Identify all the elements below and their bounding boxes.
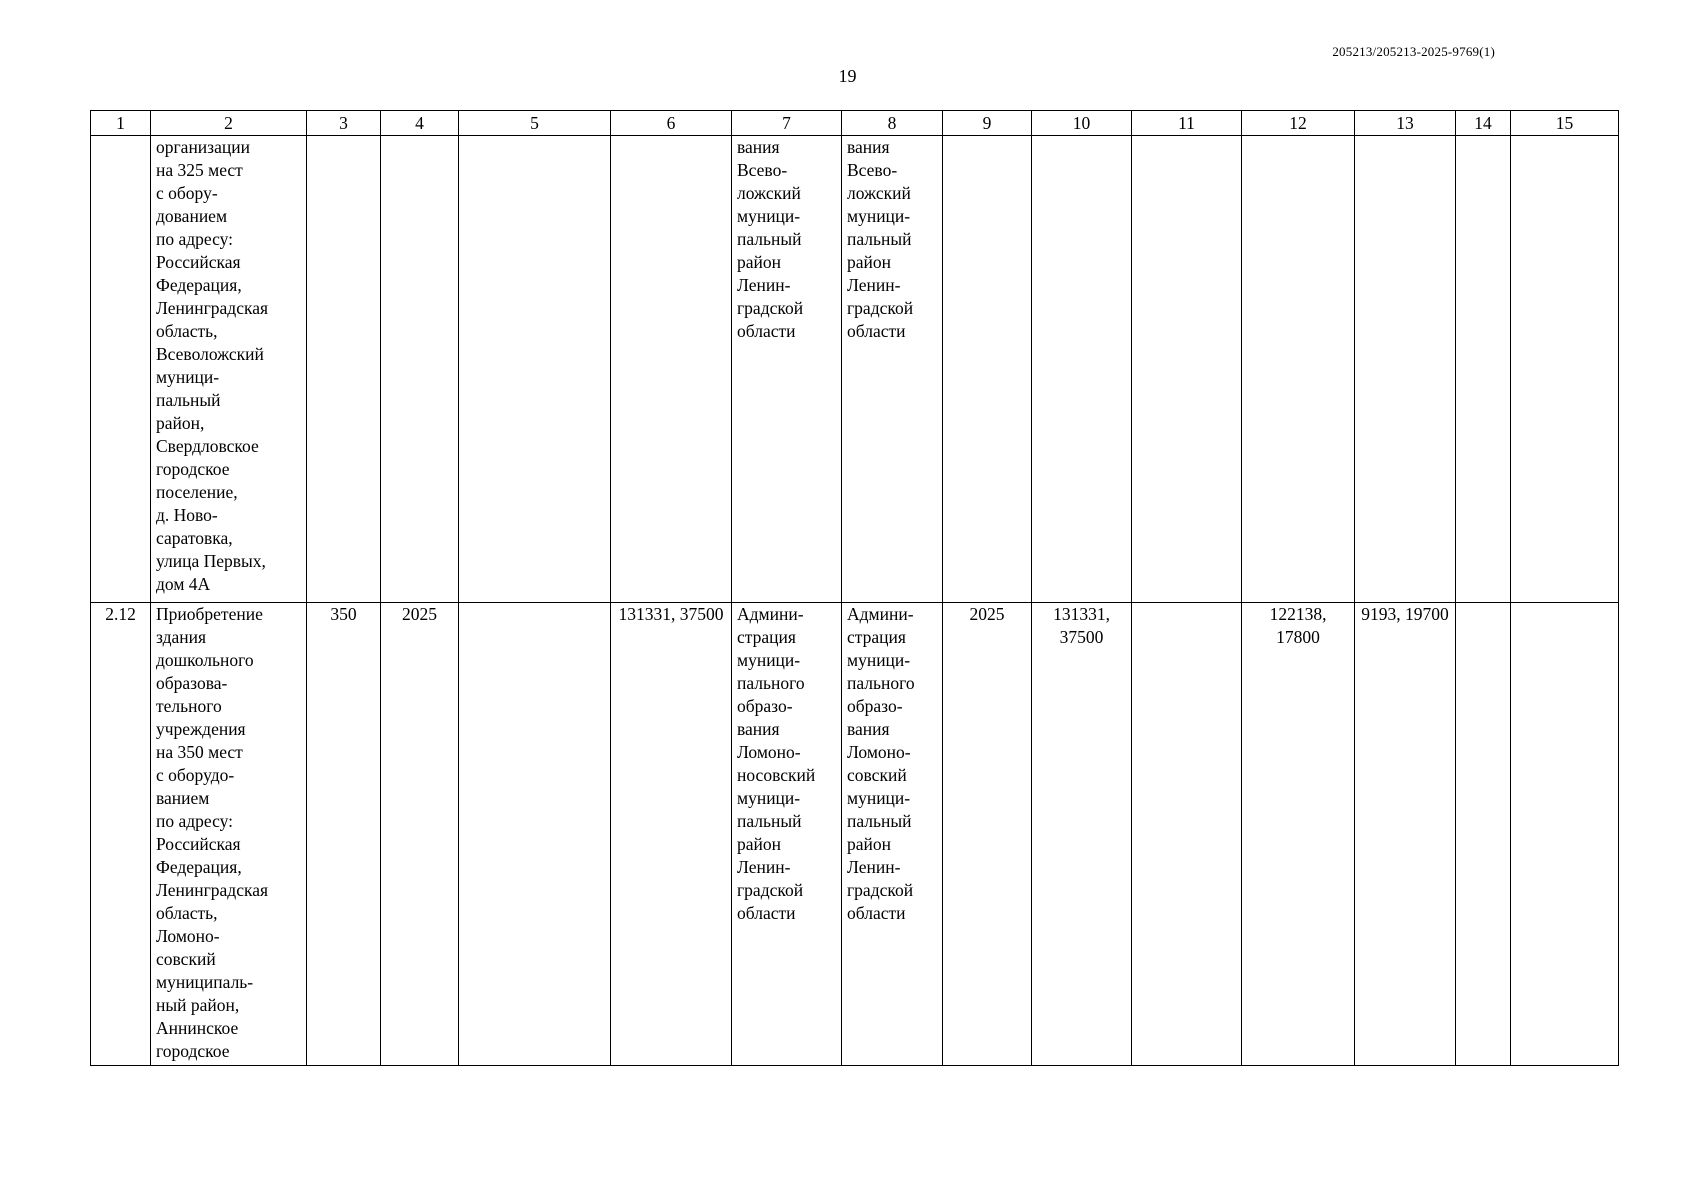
table-cell [1132, 136, 1242, 603]
year-cell: 2025 [943, 603, 1032, 1066]
column-header: 11 [1132, 111, 1242, 136]
table-cell [1242, 136, 1355, 603]
column-header: 14 [1456, 111, 1511, 136]
table-cell [1456, 603, 1511, 1066]
table-row [91, 136, 1619, 603]
column-number-row [91, 111, 1619, 136]
customer-cell: вания Всево- ложский муници- пальный район Ленин- градской области [732, 136, 842, 603]
column-header: 9 [943, 111, 1032, 136]
table-cell [611, 136, 732, 603]
data-table [90, 110, 1619, 1066]
year-cell: 2025 [381, 603, 459, 1066]
column-header: 10 [1032, 111, 1132, 136]
table-cell [307, 136, 381, 603]
column-header: 3 [307, 111, 381, 136]
document-id: 205213/205213-2025-9769(1) [1332, 44, 1495, 59]
table-cell [381, 136, 459, 603]
column-header: 12 [1242, 111, 1355, 136]
table-cell [1032, 136, 1132, 603]
customer-cell: Админи- страция муници- пального образо- вания Ломоно- носовский муници- пальный район Ленин- градской области [732, 603, 842, 1066]
table-cell [943, 136, 1032, 603]
column-header: 7 [732, 111, 842, 136]
row-number-cell: 2.12 [91, 603, 151, 1066]
table-cell [1132, 603, 1242, 1066]
column-header: 8 [842, 111, 943, 136]
capacity-cell: 350 [307, 603, 381, 1066]
row-number-cell [91, 136, 151, 603]
developer-cell: вания Всево- ложский муници- пальный район Ленин- градской области [842, 136, 943, 603]
amount-cell: 131331, 37500 [611, 603, 732, 1066]
table-cell [1511, 136, 1619, 603]
object-name-cell: Приобретение здания дошкольного образова- тельного учреждения на 350 мест с оборудо- ванием по адресу: Российская Федерация, Ленинградская область, Ломоно- совский муниципаль- ный район, Аннинское городское [151, 603, 307, 1066]
amount-cell: 122138, 17800 [1242, 603, 1355, 1066]
column-header: 1 [91, 111, 151, 136]
table-cell [1456, 136, 1511, 603]
page-number: 19 [838, 66, 857, 86]
table-cell [459, 136, 611, 603]
amount-cell: 131331, 37500 [1032, 603, 1132, 1066]
amount-cell: 9193, 19700 [1355, 603, 1456, 1066]
column-header: 2 [151, 111, 307, 136]
table-cell [1355, 136, 1456, 603]
column-header: 4 [381, 111, 459, 136]
developer-cell: Админи- страция муници- пального образо- вания Ломоно- совский муници- пальный район Ленин- градской области [842, 603, 943, 1066]
column-header: 6 [611, 111, 732, 136]
object-name-cell: организации на 325 мест с обору- дованием по адресу: Российская Федерация, Ленинградская область, Всеволожский муници- пальный район, Свердловское городское поселение, д. Ново- саратовка, улица Первых, дом 4А [151, 136, 307, 603]
table-row [91, 603, 1619, 1066]
table-cell [1511, 603, 1619, 1066]
column-header: 13 [1355, 111, 1456, 136]
table-cell [459, 603, 611, 1066]
column-header: 15 [1511, 111, 1619, 136]
column-header: 5 [459, 111, 611, 136]
